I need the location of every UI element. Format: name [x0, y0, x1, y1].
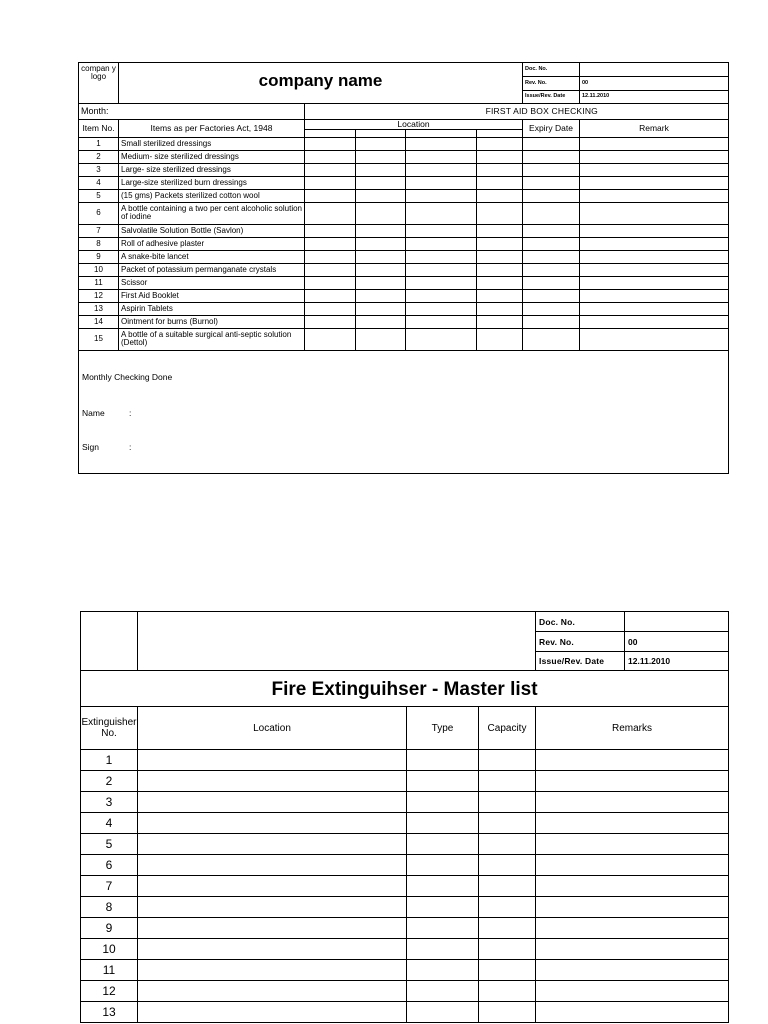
type-cell[interactable]	[407, 939, 479, 960]
location-3-cell[interactable]	[406, 176, 477, 189]
table-row	[81, 855, 729, 876]
location-3-cell[interactable]	[406, 237, 477, 250]
table-row	[79, 224, 729, 237]
item-number: 8	[79, 237, 119, 250]
doc-no-value	[580, 63, 729, 77]
company-name: company name	[119, 63, 523, 104]
table-row	[79, 163, 729, 176]
location-3-cell[interactable]	[406, 189, 477, 202]
remark-cell[interactable]	[580, 263, 729, 276]
col-location: Location	[138, 707, 407, 750]
capacity-cell[interactable]	[479, 981, 536, 1002]
table-row	[81, 939, 729, 960]
location-4-cell[interactable]	[477, 289, 523, 302]
issue-date-value: 12.11.2010	[625, 652, 729, 671]
remark-cell[interactable]	[580, 289, 729, 302]
location-cell[interactable]	[138, 771, 407, 792]
extinguisher-number: 9	[81, 918, 138, 939]
capacity-cell[interactable]	[479, 855, 536, 876]
item-number: 15	[79, 328, 119, 350]
fire-extinguisher-form	[80, 611, 729, 1023]
sign-colon: :	[129, 441, 132, 452]
location-2-cell[interactable]	[356, 176, 406, 189]
item-description: Roll of adhesive plaster	[119, 237, 305, 250]
location-3-cell[interactable]	[406, 276, 477, 289]
table-row	[79, 189, 729, 202]
table-row	[81, 813, 729, 834]
location-4-cell[interactable]	[477, 224, 523, 237]
expiry-date-cell[interactable]	[523, 250, 580, 263]
remark-cell[interactable]	[580, 302, 729, 315]
location-4-cell[interactable]	[477, 163, 523, 176]
location-3-cell[interactable]	[406, 163, 477, 176]
remarks-cell[interactable]	[536, 939, 729, 960]
item-number: 3	[79, 163, 119, 176]
type-cell[interactable]	[407, 960, 479, 981]
type-cell[interactable]	[407, 771, 479, 792]
location-cell[interactable]	[138, 855, 407, 876]
location-2-cell[interactable]	[356, 276, 406, 289]
location-2-cell[interactable]	[356, 250, 406, 263]
location-1-cell[interactable]	[305, 163, 356, 176]
item-number: 12	[79, 289, 119, 302]
location-2-cell[interactable]	[356, 328, 406, 350]
location-4-cell[interactable]	[477, 237, 523, 250]
location-1-cell[interactable]	[305, 276, 356, 289]
item-description: Scissor	[119, 276, 305, 289]
location-4-cell[interactable]	[477, 276, 523, 289]
location-1-cell[interactable]	[305, 237, 356, 250]
location-cell[interactable]	[138, 813, 407, 834]
extinguisher-number: 12	[81, 981, 138, 1002]
remark-cell[interactable]	[580, 176, 729, 189]
location-4-cell[interactable]	[477, 202, 523, 224]
extinguisher-number: 11	[81, 960, 138, 981]
location-sub-1	[305, 129, 356, 137]
item-description: Salvolatile Solution Bottle (Savlon)	[119, 224, 305, 237]
location-1-cell[interactable]	[305, 289, 356, 302]
type-cell[interactable]	[407, 918, 479, 939]
doc-no-value	[625, 612, 729, 632]
remarks-cell[interactable]	[536, 918, 729, 939]
table-row	[79, 263, 729, 276]
location-4-cell[interactable]	[477, 263, 523, 276]
type-cell[interactable]	[407, 834, 479, 855]
location-2-cell[interactable]	[356, 302, 406, 315]
table-row	[81, 981, 729, 1002]
remarks-cell[interactable]	[536, 1002, 729, 1023]
extinguisher-number: 6	[81, 855, 138, 876]
type-cell[interactable]	[407, 855, 479, 876]
location-2-cell[interactable]	[356, 263, 406, 276]
name-colon: :	[129, 407, 132, 418]
item-description: A bottle containing a two per cent alcoholic solution of iodine	[119, 202, 305, 224]
type-cell[interactable]	[407, 876, 479, 897]
location-1-cell[interactable]	[305, 302, 356, 315]
table-row	[81, 960, 729, 981]
item-number: 13	[79, 302, 119, 315]
issue-date-label: Issue/Rev. Date	[536, 652, 625, 671]
type-cell[interactable]	[407, 792, 479, 813]
table-row	[79, 176, 729, 189]
remark-cell[interactable]	[580, 276, 729, 289]
expiry-date-cell[interactable]	[523, 202, 580, 224]
item-description: Large-size sterilized burn dressings	[119, 176, 305, 189]
location-cell[interactable]	[138, 1002, 407, 1023]
extinguisher-number: 10	[81, 939, 138, 960]
remark-cell[interactable]	[580, 163, 729, 176]
location-2-cell[interactable]	[356, 237, 406, 250]
remark-cell[interactable]	[580, 237, 729, 250]
item-description: Packet of potassium permanganate crystals	[119, 263, 305, 276]
expiry-date-cell[interactable]	[523, 263, 580, 276]
capacity-cell[interactable]	[479, 897, 536, 918]
location-1-cell[interactable]	[305, 189, 356, 202]
table-row	[79, 276, 729, 289]
location-1-cell[interactable]	[305, 263, 356, 276]
capacity-cell[interactable]	[479, 771, 536, 792]
location-3-cell[interactable]	[406, 202, 477, 224]
location-4-cell[interactable]	[477, 189, 523, 202]
extinguisher-number: 3	[81, 792, 138, 813]
first-aid-form	[78, 62, 729, 474]
location-3-cell[interactable]	[406, 224, 477, 237]
table-row	[81, 1002, 729, 1023]
location-cell[interactable]	[138, 876, 407, 897]
location-cell[interactable]	[138, 792, 407, 813]
location-3-cell[interactable]	[406, 315, 477, 328]
item-number: 1	[79, 137, 119, 150]
remark-cell[interactable]	[580, 202, 729, 224]
expiry-date-cell[interactable]	[523, 189, 580, 202]
capacity-cell[interactable]	[479, 960, 536, 981]
remarks-cell[interactable]	[536, 960, 729, 981]
location-4-cell[interactable]	[477, 137, 523, 150]
location-1-cell[interactable]	[305, 176, 356, 189]
location-2-cell[interactable]	[356, 202, 406, 224]
location-cell[interactable]	[138, 834, 407, 855]
location-4-cell[interactable]	[477, 176, 523, 189]
table-row	[81, 750, 729, 771]
extinguisher-number: 7	[81, 876, 138, 897]
location-cell[interactable]	[138, 750, 407, 771]
remarks-cell[interactable]	[536, 750, 729, 771]
extinguisher-number: 13	[81, 1002, 138, 1023]
location-2-cell[interactable]	[356, 189, 406, 202]
location-4-cell[interactable]	[477, 250, 523, 263]
location-2-cell[interactable]	[356, 137, 406, 150]
month-field[interactable]: Month:	[79, 104, 305, 120]
table-row	[79, 250, 729, 263]
table-row	[79, 289, 729, 302]
location-1-cell[interactable]	[305, 315, 356, 328]
location-cell[interactable]	[138, 960, 407, 981]
capacity-cell[interactable]	[479, 939, 536, 960]
item-number: 6	[79, 202, 119, 224]
item-number: 7	[79, 224, 119, 237]
extinguisher-number: 5	[81, 834, 138, 855]
table-row	[81, 897, 729, 918]
item-number: 2	[79, 150, 119, 163]
col-items: Items as per Factories Act, 1948	[119, 120, 305, 138]
type-cell[interactable]	[407, 981, 479, 1002]
item-number: 10	[79, 263, 119, 276]
item-number: 9	[79, 250, 119, 263]
location-sub-2	[356, 129, 406, 137]
expiry-date-cell[interactable]	[523, 276, 580, 289]
col-expiry-date: Expiry Date	[523, 120, 580, 138]
monthly-checking-label: Monthly Checking Done	[82, 371, 173, 382]
type-cell[interactable]	[407, 1002, 479, 1023]
location-1-cell[interactable]	[305, 137, 356, 150]
rev-no-value: 00	[580, 77, 729, 91]
capacity-cell[interactable]	[479, 813, 536, 834]
expiry-date-cell[interactable]	[523, 137, 580, 150]
location-2-cell[interactable]	[356, 163, 406, 176]
capacity-cell[interactable]	[479, 834, 536, 855]
expiry-date-cell[interactable]	[523, 315, 580, 328]
item-description: A bottle of a suitable surgical anti-septic solution (Dettol)	[119, 328, 305, 350]
table-row	[81, 834, 729, 855]
doc-no-label: Doc. No.	[536, 612, 625, 632]
capacity-cell[interactable]	[479, 918, 536, 939]
remark-cell[interactable]	[580, 315, 729, 328]
item-description: Aspirin Tablets	[119, 302, 305, 315]
capacity-cell[interactable]	[479, 792, 536, 813]
remarks-cell[interactable]	[536, 834, 729, 855]
col-remark: Remark	[580, 120, 729, 138]
location-1-cell[interactable]	[305, 202, 356, 224]
rev-no-value: 00	[625, 632, 729, 652]
item-description: Large- size sterilized dressings	[119, 163, 305, 176]
form-title: FIRST AID BOX CHECKING	[305, 104, 729, 120]
item-description: Small sterilized dressings	[119, 137, 305, 150]
location-cell[interactable]	[138, 939, 407, 960]
remarks-cell[interactable]	[536, 897, 729, 918]
expiry-date-cell[interactable]	[523, 163, 580, 176]
expiry-date-cell[interactable]	[523, 302, 580, 315]
expiry-date-cell[interactable]	[523, 224, 580, 237]
expiry-date-cell[interactable]	[523, 289, 580, 302]
location-2-cell[interactable]	[356, 224, 406, 237]
type-cell[interactable]	[407, 750, 479, 771]
table-row	[79, 328, 729, 350]
expiry-date-cell[interactable]	[523, 328, 580, 350]
remark-cell[interactable]	[580, 189, 729, 202]
table-row	[79, 150, 729, 163]
item-number: 11	[79, 276, 119, 289]
col-type: Type	[407, 707, 479, 750]
remarks-cell[interactable]	[536, 855, 729, 876]
table-row	[79, 315, 729, 328]
company-name-cell	[138, 612, 536, 671]
location-3-cell[interactable]	[406, 137, 477, 150]
company-logo-placeholder: compan y logo	[79, 63, 119, 104]
item-description: A snake-bite lancet	[119, 250, 305, 263]
table-row	[79, 137, 729, 150]
type-cell[interactable]	[407, 897, 479, 918]
col-extinguisher-no: Extinguisher No.	[81, 707, 138, 750]
location-sub-4	[477, 129, 523, 137]
location-cell[interactable]	[138, 897, 407, 918]
remarks-cell[interactable]	[536, 981, 729, 1002]
expiry-date-cell[interactable]	[523, 237, 580, 250]
issue-date-value: 12.11.2010	[580, 91, 729, 104]
location-3-cell[interactable]	[406, 302, 477, 315]
location-3-cell[interactable]	[406, 263, 477, 276]
table-row	[81, 771, 729, 792]
rev-no-label: Rev. No.	[536, 632, 625, 652]
remark-cell[interactable]	[580, 250, 729, 263]
type-cell[interactable]	[407, 813, 479, 834]
remarks-cell[interactable]	[536, 771, 729, 792]
extinguisher-number: 4	[81, 813, 138, 834]
remark-cell[interactable]	[580, 150, 729, 163]
doc-no-label: Doc. No.	[523, 63, 580, 77]
expiry-date-cell[interactable]	[523, 150, 580, 163]
table-row	[79, 302, 729, 315]
item-description: (15 gms) Packets sterilized cotton wool	[119, 189, 305, 202]
location-4-cell[interactable]	[477, 328, 523, 350]
expiry-date-cell[interactable]	[523, 176, 580, 189]
capacity-cell[interactable]	[479, 876, 536, 897]
location-1-cell[interactable]	[305, 328, 356, 350]
remark-cell[interactable]	[580, 328, 729, 350]
location-3-cell[interactable]	[406, 328, 477, 350]
remarks-cell[interactable]	[536, 813, 729, 834]
location-2-cell[interactable]	[356, 315, 406, 328]
remark-cell[interactable]	[580, 137, 729, 150]
item-number: 4	[79, 176, 119, 189]
col-item-no: Item No.	[79, 120, 119, 138]
location-1-cell[interactable]	[305, 250, 356, 263]
col-capacity: Capacity	[479, 707, 536, 750]
location-cell[interactable]	[138, 981, 407, 1002]
form-title: Fire Extinguihser - Master list	[81, 671, 729, 707]
table-row	[79, 237, 729, 250]
table-row	[79, 202, 729, 224]
location-2-cell[interactable]	[356, 150, 406, 163]
checking-footer	[79, 350, 729, 473]
remark-cell[interactable]	[580, 224, 729, 237]
location-4-cell[interactable]	[477, 150, 523, 163]
extinguisher-number: 2	[81, 771, 138, 792]
issue-date-label: Issue/Rev. Date	[523, 91, 580, 104]
extinguisher-number: 8	[81, 897, 138, 918]
remarks-cell[interactable]	[536, 792, 729, 813]
remarks-cell[interactable]	[536, 876, 729, 897]
name-label: Name	[82, 407, 105, 418]
location-cell[interactable]	[138, 918, 407, 939]
col-remarks: Remarks	[536, 707, 729, 750]
item-description: First Aid Booklet	[119, 289, 305, 302]
location-sub-3	[406, 129, 477, 137]
logo-cell	[81, 612, 138, 671]
location-3-cell[interactable]	[406, 289, 477, 302]
item-description: Ointment for burns (Burnol)	[119, 315, 305, 328]
sign-label: Sign	[82, 441, 100, 452]
table-row	[81, 918, 729, 939]
item-number: 5	[79, 189, 119, 202]
location-1-cell[interactable]	[305, 224, 356, 237]
location-2-cell[interactable]	[356, 289, 406, 302]
location-4-cell[interactable]	[477, 302, 523, 315]
capacity-cell[interactable]	[479, 1002, 536, 1023]
location-3-cell[interactable]	[406, 150, 477, 163]
location-4-cell[interactable]	[477, 315, 523, 328]
location-3-cell[interactable]	[406, 250, 477, 263]
item-description: Medium- size sterilized dressings	[119, 150, 305, 163]
table-row	[81, 792, 729, 813]
extinguisher-number: 1	[81, 750, 138, 771]
item-number: 14	[79, 315, 119, 328]
rev-no-label: Rev. No.	[523, 77, 580, 91]
location-1-cell[interactable]	[305, 150, 356, 163]
table-row	[81, 876, 729, 897]
col-location: Location	[305, 120, 523, 130]
capacity-cell[interactable]	[479, 750, 536, 771]
